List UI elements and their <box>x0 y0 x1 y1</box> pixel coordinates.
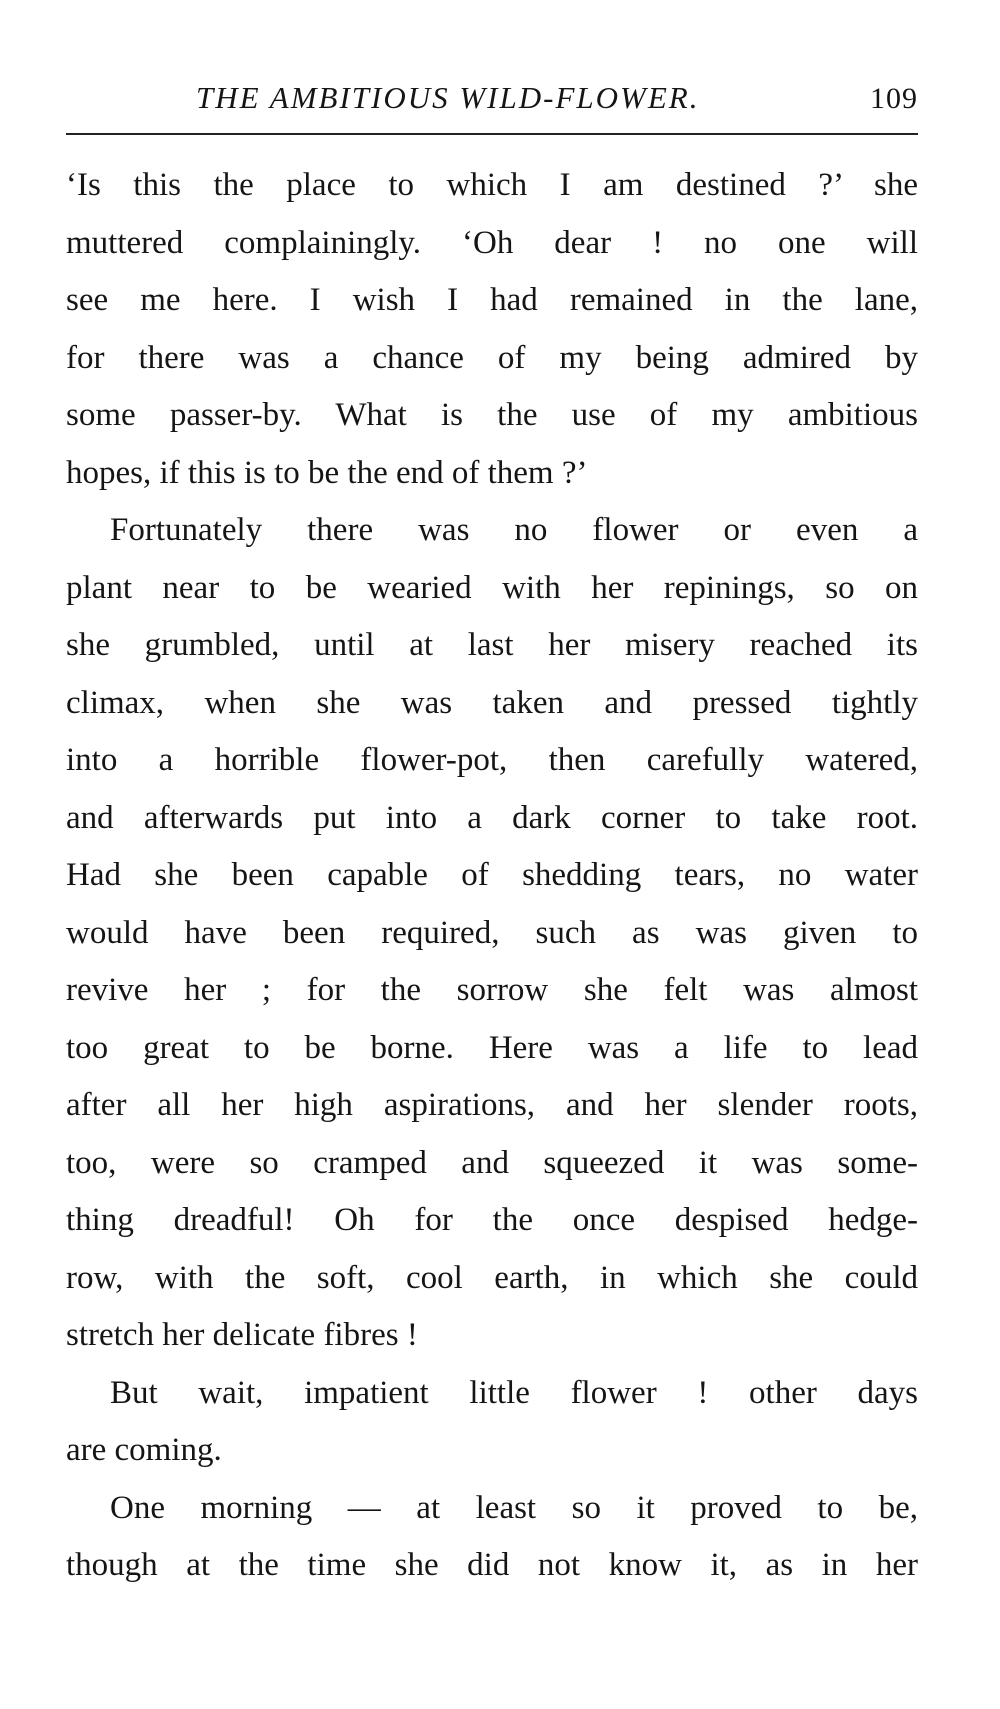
running-title: THE AMBITIOUS WILD-FLOWER. <box>196 80 700 115</box>
text-line-4: for there was a chance of my being admired by <box>66 339 918 376</box>
text-line-23: are coming. <box>66 1432 222 1468</box>
text-line-21: stretch her delicate fibres ! <box>66 1317 418 1353</box>
text-line-24: One morning — at least so it proved to be, <box>110 1489 918 1526</box>
text-line-17: after all her high aspirations, and her slender roots, <box>66 1087 918 1123</box>
text-line-19: thing dreadful! Oh for the once despised hedge- <box>66 1202 918 1238</box>
text-line-25: though at the time she did not know it, as in her <box>66 1547 918 1583</box>
text-line-20: row, with the soft, cool earth, in which she could <box>66 1259 918 1296</box>
text-line-3: see me here. I wish I had remained in the lane, <box>66 282 918 318</box>
text-line-16: too great to be borne. Here was a life to lead <box>66 1029 918 1066</box>
text-line-9: she grumbled, until at last her misery reached its <box>66 627 918 663</box>
text-line-11: into a horrible flower-pot, then carefully watered, <box>66 742 918 778</box>
text-line-12: and afterwards put into a dark corner to take root. <box>66 799 918 836</box>
page-number: 109 <box>870 82 918 115</box>
text-line-2: muttered complainingly. ‘Oh dear ! no one will <box>66 224 918 261</box>
text-line-14: would have been required, such as was given to <box>66 914 918 951</box>
text-line-5: some passer-by. What is the use of my ambitious <box>66 397 918 433</box>
body-text <box>66 157 918 1595</box>
text-line-10: climax, when she was taken and pressed tightly <box>66 684 918 721</box>
text-line-7: Fortunately there was no flower or even a <box>110 512 918 548</box>
header-rule <box>66 133 918 135</box>
text-line-18: too, were so cramped and squeezed it was some- <box>66 1144 918 1181</box>
text-line-1: ‘Is this the place to which I am destined ?’ she <box>66 167 918 203</box>
text-line-6: hopes, if this is to be the end of them ?’ <box>66 454 588 491</box>
page-header <box>66 70 918 120</box>
text-line-15: revive her ; for the sorrow she felt was almost <box>66 972 918 1008</box>
text-line-8: plant near to be wearied with her repinings, so on <box>66 569 918 606</box>
text-line-13: Had she been capable of shedding tears, no water <box>66 857 918 893</box>
text-line-22: But wait, impatient little flower ! other days <box>110 1374 918 1411</box>
